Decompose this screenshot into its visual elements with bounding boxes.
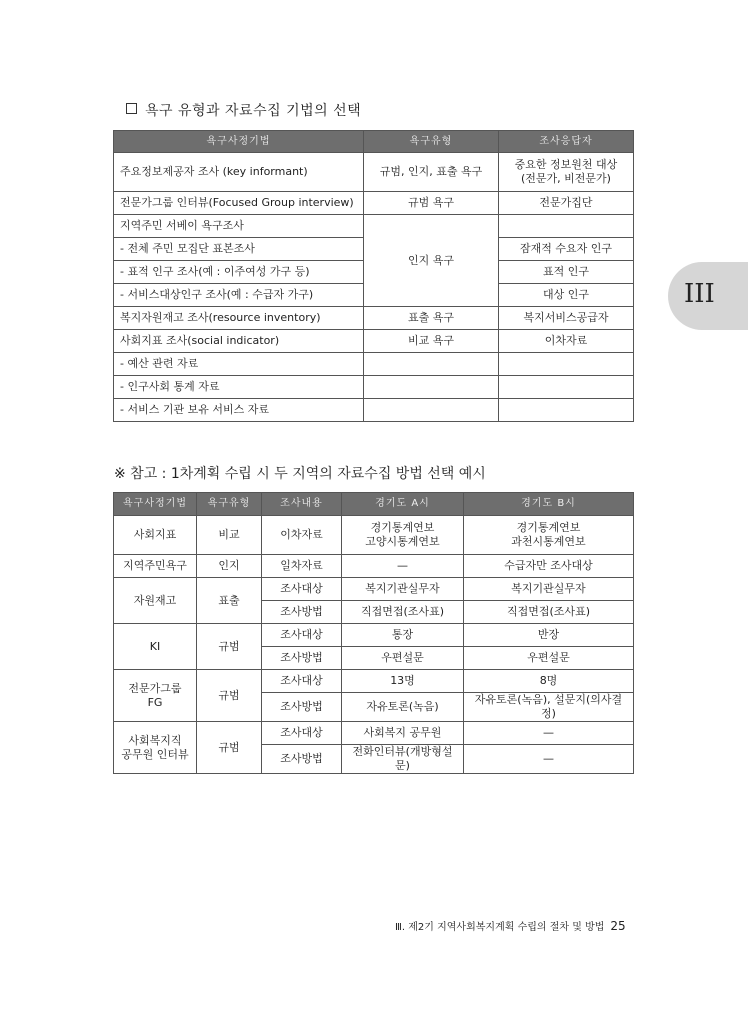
section-title: 욕구 유형과 자료수집 기법의 선택 bbox=[126, 100, 361, 120]
table-row: 전문가그룹 인터뷰(Focused Group interview) 규범 욕구 전문가집단 bbox=[114, 192, 634, 215]
table-row: 지역주민 서베이 욕구조사 인지 욕구 bbox=[114, 215, 634, 238]
table-row: 지역주민욕구 인지 일차자료 — 수급자만 조사대상 bbox=[114, 555, 634, 578]
column-header: 욕구사정기법 bbox=[114, 493, 197, 516]
table-row: 사회지표 비교 이차자료 경기통계연보 고양시통계연보 경기통계연보 과천시통계연보 bbox=[114, 516, 634, 555]
page-footer bbox=[395, 918, 626, 933]
data-collection-example-table bbox=[113, 492, 634, 774]
table-row: KI 규범 조사대상 통장 반장 bbox=[114, 624, 634, 647]
column-header: 경기도 B시 bbox=[464, 493, 634, 516]
table-row: - 서비스 기관 보유 서비스 자료 bbox=[114, 399, 634, 422]
needs-assessment-table bbox=[113, 130, 634, 422]
note-title: ※ 참고 : 1차계획 수립 시 두 지역의 자료수집 방법 선택 예시 bbox=[114, 466, 486, 482]
column-header: 욕구사정기법 bbox=[114, 131, 364, 153]
table-header-row bbox=[114, 131, 634, 153]
table-header-row bbox=[114, 493, 634, 516]
column-header: 욕구유형 bbox=[197, 493, 262, 516]
table-row: 조사방법 직접면접(조사표) 직접면접(조사표) bbox=[114, 601, 634, 624]
table-row: 주요정보제공자 조사 (key informant) 규범, 인지, 표출 욕구 중요한 정보원천 대상 (전문가, 비전문가) bbox=[114, 153, 634, 192]
column-header: 조사내용 bbox=[262, 493, 342, 516]
table-row: 조사방법 전화인터뷰(개방형설문) — bbox=[114, 745, 634, 774]
table-row: 사회지표 조사(social indicator) 비교 욕구 이차자료 bbox=[114, 330, 634, 353]
column-header: 욕구유형 bbox=[364, 131, 499, 153]
chapter-side-tab: III bbox=[668, 262, 748, 330]
column-header: 경기도 A시 bbox=[342, 493, 464, 516]
table-row: 조사방법 우편설문 우편설문 bbox=[114, 647, 634, 670]
table-row: 사회복지직 공무원 인터뷰 규범 조사대상 사회복지 공무원 — bbox=[114, 722, 634, 745]
table-row: 자원재고 표출 조사대상 복지기관실무자 복지기관실무자 bbox=[114, 578, 634, 601]
footer-chapter-title: Ⅲ. 제2기 지역사회복지계획 수립의 절차 및 방법 bbox=[395, 922, 605, 933]
table-row: - 서비스대상인구 조사(예 : 수급자 가구) 대상 인구 bbox=[114, 284, 634, 307]
table-row: 복지자원재고 조사(resource inventory) 표출 욕구 복지서비스공급자 bbox=[114, 307, 634, 330]
checkbox-square-icon bbox=[126, 103, 137, 114]
table-row: - 표적 인구 조사(예 : 이주여성 가구 등) 표적 인구 bbox=[114, 261, 634, 284]
table-row: - 인구사회 통계 자료 bbox=[114, 376, 634, 399]
column-header: 조사응답자 bbox=[499, 131, 634, 153]
survey-type-cell: 인지 욕구 bbox=[364, 215, 499, 307]
table-row: 전문가그룹 FG 규범 조사대상 13명 8명 bbox=[114, 670, 634, 693]
table-row: - 예산 관련 자료 bbox=[114, 353, 634, 376]
table-row: - 전체 주민 모집단 표본조사 잠재적 수요자 인구 bbox=[114, 238, 634, 261]
page-number: 25 bbox=[610, 919, 626, 933]
table-row: 조사방법 자유토론(녹음) 자유토론(녹음), 설문지(의사결정) bbox=[114, 693, 634, 722]
